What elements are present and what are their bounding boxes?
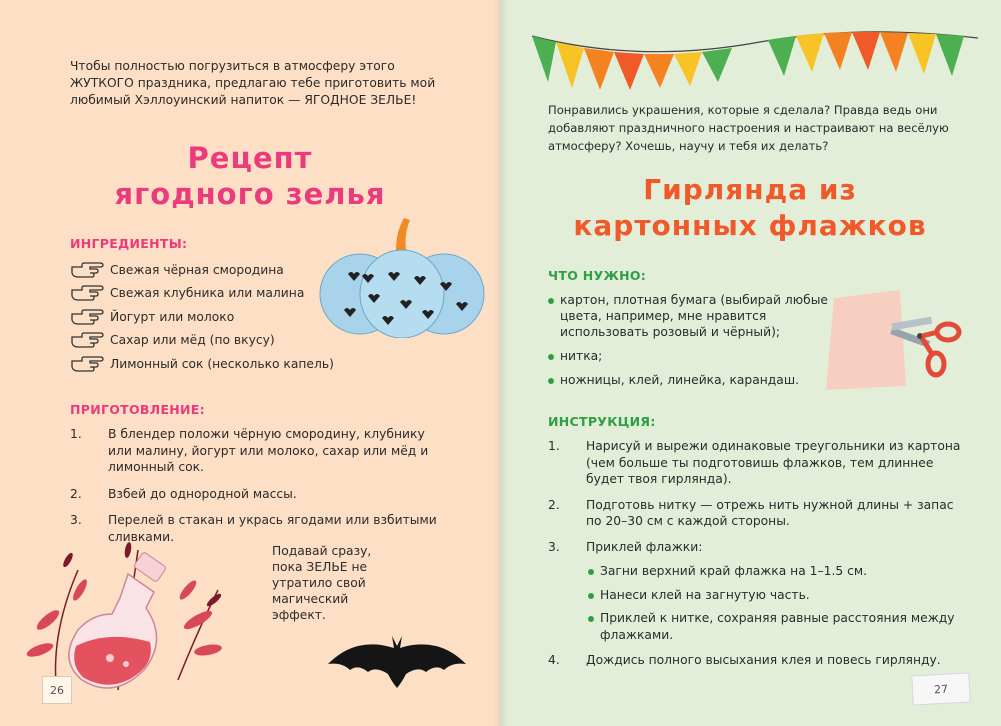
list-item: нитка; (548, 348, 838, 364)
list-item (70, 352, 370, 376)
list-item (70, 486, 450, 503)
instruction-steps (548, 438, 968, 678)
step-number: 1. (70, 427, 82, 441)
step-number: 3. (548, 539, 560, 554)
pointing-hand-icon (70, 262, 104, 278)
list-item (548, 497, 968, 530)
ingredient-text: Лимонный сок (несколько капель) (110, 356, 334, 371)
list-item (548, 438, 968, 488)
page-number-left: 26 (42, 676, 72, 704)
list-item: Загни верхний край флажка на 1–1.5 см. (586, 563, 968, 580)
garland-title-line2: картонных флажков (573, 209, 927, 242)
step-text: В блендер положи чёрную смородину, клубнику или малину, йогурт или молоко, сахар или мёд и лимонный сок. (108, 427, 429, 474)
step-number: 4. (548, 653, 560, 667)
right-intro: Понравились украшения, которые я сделала? Правда ведь они добавляют праздничного настроения и настраивают на весёлую атмосферу? Хочешь, научу и тебя их делать? (548, 103, 949, 153)
preparation-heading: ПРИГОТОВЛЕНИЕ: (70, 402, 205, 417)
scissors-icon (822, 290, 972, 394)
step-text: Дождись полного высыхания клея и повесь гирлянду. (586, 653, 941, 667)
list-item: картон, плотная бумага (выбирай любые цвета, например, мне нравится использовать розовый и чёрный); (548, 292, 838, 340)
list-item (70, 426, 450, 476)
list-item (548, 539, 968, 644)
step-number: 2. (70, 486, 82, 501)
left-page (0, 0, 500, 726)
book-spine (494, 0, 508, 726)
step-number: 2. (548, 497, 560, 512)
ingredient-text: Свежая чёрная смородина (110, 262, 284, 277)
step-number: 3. (70, 513, 82, 527)
step-text: Приклей флажки: (586, 539, 703, 554)
ingredient-text: Йогурт или молоко (110, 309, 235, 324)
instruction-heading: ИНСТРУКЦИЯ: (548, 414, 656, 429)
garland-title-line1: Гирлянда из (643, 173, 857, 206)
need-list (548, 292, 838, 396)
step-text: Нарисуй и вырежи одинаковые треугольники из картона (чем больше ты подготовишь флажков, тем длиннее будет твоя гирлянда). (586, 439, 961, 486)
recipe-title (60, 140, 440, 212)
garland-title (545, 172, 955, 244)
bat-icon (328, 628, 466, 690)
ingredient-text: Свежая клубника или малина (110, 286, 305, 301)
right-page (500, 0, 1001, 726)
step-text: Перелей в стакан и укрась ягодами или взбитыми сливками. (108, 513, 437, 544)
left-intro: Чтобы полностью погрузиться в атмосферу этого ЖУТКОГО праздника, предлагаю тебе приготовить мой любимый Хэллоуинский напиток — ЯГОДНОЕ ЗЕЛЬЕ! (70, 59, 436, 107)
list-item: Приклей к нитке, сохраняя равные расстояния между флажками. (586, 610, 968, 643)
list-item: Нанеси клей на загнутую часть. (586, 587, 968, 604)
pumpkin-icon (318, 214, 486, 338)
pointing-hand-icon (70, 309, 104, 325)
page-number-right: 27 (911, 673, 970, 706)
pointing-hand-icon (70, 285, 104, 301)
sub-steps (586, 563, 968, 643)
ingredients-heading: ИНГРЕДИЕНТЫ: (70, 236, 188, 251)
pointing-hand-icon (70, 332, 104, 348)
serve-note: Подавай сразу, пока ЗЕЛЬЕ не утратило свой магический эффект. (272, 544, 372, 622)
recipe-title-line1: Рецепт (187, 141, 313, 175)
ingredient-text: Сахар или мёд (по вкусу) (110, 333, 275, 348)
list-item: ножницы, клей, линейка, карандаш. (548, 372, 838, 388)
pointing-hand-icon (70, 356, 104, 372)
bunting-icon (530, 6, 980, 90)
step-text: Взбей до однородной массы. (108, 486, 297, 501)
list-item (548, 652, 968, 669)
step-text: Подготовь нитку — отрежь нить нужной длины + запас по 20–30 см с каждой стороны. (586, 497, 954, 528)
step-number: 1. (548, 439, 560, 453)
need-heading: ЧТО НУЖНО: (548, 268, 647, 283)
recipe-title-line2: ягодного зелья (114, 177, 386, 211)
